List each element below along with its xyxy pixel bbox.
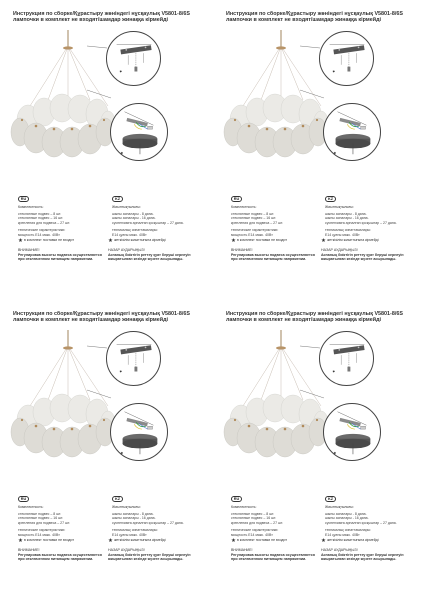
- kz-warning-line-2: ажыратылған кезінде жүзеге асырылады.: [108, 257, 184, 261]
- ru-item: стеклянные подвес – 8 шт.: [18, 511, 62, 516]
- svg-text:✱: ✱: [119, 369, 122, 374]
- ru-warning: [18, 248, 113, 262]
- kz-star-note-text: жеткізілім жиынтығына кірмейді: [113, 538, 166, 542]
- title-line-1: Инструкция по сборке/Құрастыру жөніндегі нұсқаулық V5801-8/6S: [226, 11, 403, 17]
- badge-kz: KZ: [325, 496, 336, 502]
- badge-ru: RU: [18, 196, 29, 202]
- ru-warning-title: ВНИМАНИЕ!: [18, 548, 40, 552]
- title-line-2: лампочки в комплект не входят/шамдар жинаққа кірмейді: [13, 317, 169, 324]
- kz-contents-heading: Жиынтықтылығы:: [112, 205, 141, 209]
- ru-item: крепления для подвеса – 27 шт.: [231, 220, 284, 225]
- detail-circle-mounting-bracket: [319, 331, 374, 386]
- kz-star-note: [108, 538, 166, 544]
- ru-item: стеклянные подвес – 16 шт.: [18, 516, 64, 521]
- ru-tech-heading: технические характеристики:: [231, 528, 279, 533]
- kz-tech-heading: техникалық сипаттамалары:: [325, 528, 372, 533]
- star-icon: ★: [321, 538, 326, 544]
- ru-contents-heading: Комплектность:: [18, 505, 44, 509]
- svg-text:✱: ✱: [120, 151, 124, 156]
- ru-specs: [231, 505, 319, 538]
- kz-warning: [108, 548, 203, 562]
- badge-ru: RU: [18, 496, 29, 502]
- ru-warning-line-2: при отключенном питающем напряжении.: [18, 257, 94, 261]
- star-icon: ★: [231, 238, 236, 244]
- title-line-1: Инструкция по сборке/Құрастыру жөніндегі нұсқаулық V5801-8/6S: [13, 311, 190, 317]
- ru-item: крепления для подвеса – 27 шт.: [18, 220, 71, 225]
- badge-kz: KZ: [112, 196, 123, 202]
- ru-tech-value: мощность E14 макс. 40Вт: [18, 532, 60, 537]
- kz-item: шыны аспалары - 16 дана.: [325, 216, 369, 221]
- kz-star-note: [321, 238, 379, 244]
- detail-circle-canopy-wiring: [110, 403, 168, 461]
- ru-warning: [231, 548, 326, 562]
- kz-warning-title: НАЗАР АУДАРЫҢЫЗ!: [321, 548, 358, 552]
- ru-warning-title: ВНИМАНИЕ!: [18, 248, 40, 252]
- kz-specs: [112, 205, 200, 238]
- kz-item: шыны аспалары - 8 дана.: [325, 511, 367, 516]
- kz-warning-title: НАЗАР АУДАРЫҢЫЗ!: [108, 248, 145, 252]
- instruction-sheet: [0, 0, 212, 300]
- kz-contents-heading: Жиынтықтылығы:: [325, 505, 354, 509]
- ru-item: стеклянные подвес – 8 шт.: [18, 211, 62, 216]
- kz-warning-line-1: Аспаның биіктігін реттеу қуат беруші кернеуін: [108, 252, 191, 257]
- instruction-sheet: [0, 300, 212, 600]
- kz-star-note-text: жеткізілім жиынтығына кірмейді: [326, 238, 379, 242]
- kz-tech-heading: техникалық сипаттамалары:: [325, 228, 372, 233]
- kz-contents-heading: Жиынтықтылығы:: [325, 205, 354, 209]
- ru-star-note-text: в комплект поставки не входит: [236, 538, 288, 542]
- kz-contents-heading: Жиынтықтылығы:: [112, 505, 141, 509]
- star-icon: ★: [321, 238, 326, 244]
- svg-text:✱: ✱: [332, 69, 335, 74]
- sheet-title: [13, 311, 209, 324]
- ru-star-note: [231, 238, 287, 244]
- ru-item: стеклянные подвес – 16 шт.: [231, 216, 277, 221]
- ru-specs: [18, 505, 106, 538]
- kz-tech-value: E14 қуаты макс. 40Вт: [325, 232, 360, 237]
- ru-warning-line-1: Регулировка высоты подвеса осуществляется: [18, 252, 102, 257]
- ru-contents-heading: Комплектность:: [18, 205, 44, 209]
- badge-kz: KZ: [325, 196, 336, 202]
- svg-text:✱: ✱: [333, 451, 337, 456]
- kz-warning-line-2: ажыратылған кезінде жүзеге асырылады.: [321, 557, 397, 561]
- ru-tech-value: мощность E14 макс. 40Вт: [231, 532, 273, 537]
- kz-item: шыны аспалары - 8 дана.: [112, 511, 154, 516]
- ru-item: стеклянные подвес – 8 шт.: [231, 211, 275, 216]
- ru-tech-value: мощность E14 макс. 40Вт: [18, 232, 60, 237]
- svg-text:✱: ✱: [120, 451, 124, 456]
- ru-warning-title: ВНИМАНИЕ!: [231, 548, 253, 552]
- sheet-title: [226, 311, 422, 324]
- title-line-2: лампочки в комплект не входят/шамдар жинаққа кірмейді: [226, 317, 382, 324]
- badge-ru: RU: [231, 496, 242, 502]
- ru-warning-line-2: при отключенном питающем напряжении.: [18, 557, 94, 561]
- kz-warning-line-1: Аспаның биіктігін реттеу қуат беруші кернеуін: [321, 552, 404, 557]
- ru-star-note: [18, 238, 74, 244]
- ru-warning: [18, 548, 113, 562]
- star-icon: ★: [231, 538, 236, 544]
- sheet-title: [226, 11, 422, 24]
- ru-tech-heading: технические характеристики:: [231, 228, 279, 233]
- kz-item: шыны аспалары - 8 дана.: [112, 211, 154, 216]
- kz-tech-value: E14 қуаты макс. 40Вт: [112, 532, 147, 537]
- kz-item: шыны аспалары - 16 дана.: [112, 216, 156, 221]
- svg-text:✱: ✱: [119, 69, 122, 74]
- title-line-1: Инструкция по сборке/Құрастыру жөніндегі нұсқаулық V5801-8/6S: [226, 311, 403, 317]
- ru-contents-heading: Комплектность:: [231, 205, 257, 209]
- ru-specs: [231, 205, 319, 238]
- ru-warning-line-2: при отключенном питающем напряжении.: [231, 257, 307, 261]
- kz-item: суспензияға арналған қосқыштар – 27 дана.: [112, 220, 184, 225]
- star-icon: ★: [108, 238, 113, 244]
- kz-tech-value: E14 қуаты макс. 40Вт: [325, 532, 360, 537]
- kz-specs: [325, 505, 413, 538]
- ru-warning-line-2: при отключенном питающем напряжении.: [231, 557, 307, 561]
- ru-item: стеклянные подвес – 8 шт.: [231, 511, 275, 516]
- kz-item: шыны аспалары - 8 дана.: [325, 211, 367, 216]
- kz-specs: [325, 205, 413, 238]
- kz-item: суспензияға арналған қосқыштар – 27 дана.: [325, 520, 397, 525]
- ru-tech-value: мощность E14 макс. 40Вт: [231, 232, 273, 237]
- kz-warning-title: НАЗАР АУДАРЫҢЫЗ!: [321, 248, 358, 252]
- svg-text:✱: ✱: [333, 151, 337, 156]
- ru-warning-line-1: Регулировка высоты подвеса осуществляется: [231, 552, 315, 557]
- star-icon: ★: [108, 538, 113, 544]
- detail-circle-mounting-bracket: [106, 331, 161, 386]
- ru-item: стеклянные подвес – 16 шт.: [18, 216, 64, 221]
- kz-item: шыны аспалары - 16 дана.: [112, 516, 156, 521]
- ru-tech-heading: технические характеристики:: [18, 528, 66, 533]
- ru-specs: [18, 205, 106, 238]
- detail-circle-canopy-wiring: [110, 103, 168, 161]
- kz-warning: [321, 248, 416, 262]
- ru-warning-title: ВНИМАНИЕ!: [231, 248, 253, 252]
- kz-warning: [321, 548, 416, 562]
- ru-item: стеклянные подвес – 16 шт.: [231, 516, 277, 521]
- kz-warning-line-2: ажыратылған кезінде жүзеге асырылады.: [108, 557, 184, 561]
- kz-item: шыны аспалары - 16 дана.: [325, 516, 369, 521]
- star-icon: ★: [18, 538, 23, 544]
- kz-specs: [112, 505, 200, 538]
- ru-item: крепления для подвеса – 27 шт.: [18, 520, 71, 525]
- kz-star-note-text: жеткізілім жиынтығына кірмейді: [326, 538, 379, 542]
- badge-ru: RU: [231, 196, 242, 202]
- detail-circle-mounting-bracket: [106, 31, 161, 86]
- title-line-2: лампочки в комплект не входят/шамдар жинаққа кірмейді: [226, 17, 382, 24]
- kz-star-note: [108, 238, 166, 244]
- title-line-2: лампочки в комплект не входят/шамдар жинаққа кірмейді: [13, 17, 169, 24]
- kz-tech-heading: техникалық сипаттамалары:: [112, 228, 159, 233]
- detail-circle-mounting-bracket: [319, 31, 374, 86]
- detail-circle-canopy-wiring: [323, 103, 381, 161]
- ru-warning: [231, 248, 326, 262]
- ru-star-note-text: в комплект поставки не входит: [23, 538, 75, 542]
- sheet-title: [13, 11, 209, 24]
- ru-star-note-text: в комплект поставки не входит: [23, 238, 75, 242]
- kz-item: суспензияға арналған қосқыштар – 27 дана.: [325, 220, 397, 225]
- badge-kz: KZ: [112, 496, 123, 502]
- ru-tech-heading: технические характеристики:: [18, 228, 66, 233]
- ru-item: крепления для подвеса – 27 шт.: [231, 520, 284, 525]
- kz-warning-line-1: Аспаның биіктігін реттеу қуат беруші кернеуін: [108, 552, 191, 557]
- ru-warning-line-1: Регулировка высоты подвеса осуществляется: [231, 252, 315, 257]
- kz-warning-line-2: ажыратылған кезінде жүзеге асырылады.: [321, 257, 397, 261]
- instruction-sheet: [213, 300, 425, 600]
- kz-tech-value: E14 қуаты макс. 40Вт: [112, 232, 147, 237]
- kz-warning-title: НАЗАР АУДАРЫҢЫЗ!: [108, 548, 145, 552]
- kz-item: суспензияға арналған қосқыштар – 27 дана.: [112, 520, 184, 525]
- title-line-1: Инструкция по сборке/Құрастыру жөніндегі нұсқаулық V5801-8/6S: [13, 11, 190, 17]
- kz-star-note: [321, 538, 379, 544]
- ru-star-note: [231, 538, 287, 544]
- detail-circle-canopy-wiring: [323, 403, 381, 461]
- svg-text:✱: ✱: [332, 369, 335, 374]
- kz-warning-line-1: Аспаның биіктігін реттеу қуат беруші кернеуін: [321, 252, 404, 257]
- ru-star-note: [18, 538, 74, 544]
- kz-star-note-text: жеткізілім жиынтығына кірмейді: [113, 238, 166, 242]
- kz-warning: [108, 248, 203, 262]
- star-icon: ★: [18, 238, 23, 244]
- ru-contents-heading: Комплектность:: [231, 505, 257, 509]
- ru-star-note-text: в комплект поставки не входит: [236, 238, 288, 242]
- ru-warning-line-1: Регулировка высоты подвеса осуществляется: [18, 552, 102, 557]
- kz-tech-heading: техникалық сипаттамалары:: [112, 528, 159, 533]
- instruction-sheet: [213, 0, 425, 300]
